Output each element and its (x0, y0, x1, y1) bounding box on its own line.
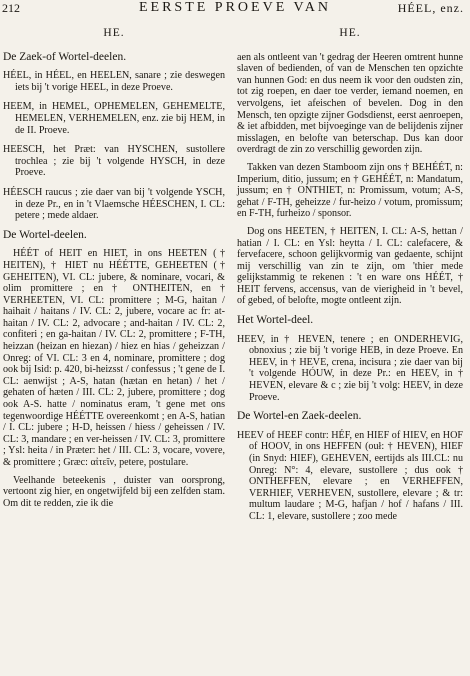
section-het-wortel-deel: Het Wortel-deel. (237, 314, 314, 327)
page-number: 212 (2, 1, 20, 15)
left-column-title: HE. (103, 27, 125, 39)
section-wortel-deelen: De Wortel-deelen. (3, 228, 87, 241)
right-column (237, 22, 463, 531)
entry-heev: HEEV, in † HEVEN, tenere ; en ONDERHEVIG, obnoxius ; zie bij 't vorige HEB, in deze Proeve. En HEEV, in † HEVE, crena, incisura ; zie daer van bij 't volgende HÓUW, in deze Pr.: en HEEV, in † HEVEN, elevare & c ; zie bij 't volg: HEEV, in deze Proeve. (237, 333, 463, 403)
entry-heel: HÉEL, in HÉEL, en HEELEN, sanare ; zie deswegen iets bij 't vorige HEEL, in deze Proeve. (3, 70, 225, 93)
entry-heesch-praet: HEESCH, het Præt: van HYSCHEN, sustollere trochlea ; zie bij 't volgende HYSCH, in deze Proeve. (3, 144, 225, 179)
section-wortel-zaek-deelen: De Wortel-en Zaek-deelen. (237, 410, 362, 423)
running-title: EERSTE PROEVE VAN (138, 0, 332, 15)
right-paragraph-3: Dog ons HEETEN, † HEITEN, I. CL: A-S, hettan / hatian / I. CL: en Ysl: heytta / I. CL: calefacere, & fervefacere, schoon gelijkvormig van gedaente, schijnt mij verschillig van zin te zijn, om 'thier mede gelijkstammig te rekenen : 't en ware ons HÉÉT, † HEIT fervens, accensus, van de vierigheid in 't bevel, of gebed, of belofte, mogte ontleent zijn. (237, 225, 463, 307)
running-header (0, 0, 470, 18)
section-zaek-wortel-deelen: De Zaek-of Wortel-deelen. (3, 50, 127, 63)
left-column (3, 22, 225, 515)
running-right-title: HÉEL, enz. (397, 1, 464, 15)
entry-heev-heef: HEEV of HEEF contr: HÉF, en HIEF of HIEV, en HOF of HOOV, in ons HEFFEN (ouł: † HEVEN), HIEF (in Snyd: HIEF), GEHEVEN, eertijds als III.CL: nu Onreg: N°: 4, elevare, sustollere ; dus ook † ONTHEFFEN, elevare ; en VERHEFFEN, VERHIEF, VERHEVEN, sustollere, elevare ; & tr: multum laudare ; M-G, hafjan / hof / hafans / III. CL: 1, elevare, sustollere ; zoo mede (237, 429, 463, 522)
entry-heem: HEEM, in HEMEL, OPHEMELEN, GEHEMELTE, HEMELEN, VERHEMELEN, enz. zie bij HEM, in de II. Proeve. (3, 101, 225, 136)
entry-heet-body: HÉÉT of HEIT en HIET, in ons HEETEN († HEITEN), † HIET nu HÉÉTTE, GEHEETEN († GEHEITEN), VI. CL: jubere, & nominare, vocari, & olim promittere ; en † ONTHEITEN, en † VERHEETEN, VI. CL: promittere ; M-G, haitan / haihait / haitans / IV. CL: 2, jubere, vocare ac fr: at-haitan / IV. CL: 2, advocare ; and-haitan / IV. CL: 2, confiteri ; en ga-haitan / IV. CL: 2, promittere ; F-TH, heizzan (heizan en hiezan) / hiez en hias / geheizzan / Onreg: of VI. CL: 3 en 4, nominare, promittere ; dog ook bij Isid: p. 420, bi-heizsst / confessus ; 't gene de I. CL: aenwijst ; A-S, hatan (hætan en hetan) / het / gehaten of hæten / III. CL: 2, jubere, promittere ; dog ook A-S. hatte / nominatus eram, 't gene met ons tegenwoordige HÉÉTTE overeenkomt ; en A-S, hatian / I. CL: jubere ; H-D, heissen / hiess / geheissen / IV. CL: 3, mandare ; en ver-heissen / IV. CL: 3, promittere ; Ysl: heita / in Præter: het / III. CL: 3, vocare, vovere, & promittere ; Græc: αἰτεῖν, petere, postulare. (3, 248, 225, 468)
right-paragraph-1: aen als ontleent van 't gedrag der Heeren omtrent hunne slaven of bedienden, of van de Menschen ten opzichte van hunnen God: en dus neem ik voor den oudsten zin, tot zig roepen, en daer toe verder, iemand noemen, en vervolgens, iet afeischen of bevelen. Dog in den Mensch, ten opzigte zijner Godsdienst, eerst aenroepen, & iet afbidden, met bijvoeginge van de belijdenis zijner misslagen, en belofte van beterschap. Dus kan door overdragt de zin zo verschillig geworden zijn. (237, 51, 463, 156)
right-paragraph-2: Takken van dezen Stamboom zijn ons † BEHÉÉT, n: Imperium, ditio, jussum; en † GEHÉÉT, n: Mandatum, jussum; en † ONTHIET, n: Promissum, votum; A-S, gehat / F-TH, geheizze / fur-heizo / votum, promissum; en F-TH, furheizo / sponsor. (237, 161, 463, 220)
entry-heesch-raucus: HÉESCH raucus ; zie daer van bij 't volgende YSCH, in deze Pr., en in 't Vlaemsche HÉESCHEN, I. CL: petere ; mede aldaer. (3, 186, 225, 222)
right-column-title: HE. (339, 27, 361, 39)
left-closing-paragraph: Veelhande beteekenis , duister van oorsprong, vertoont zig hier, en ongetwijfeld bij een zelfden stam. Om dit te redden, zie ik die (3, 474, 225, 509)
